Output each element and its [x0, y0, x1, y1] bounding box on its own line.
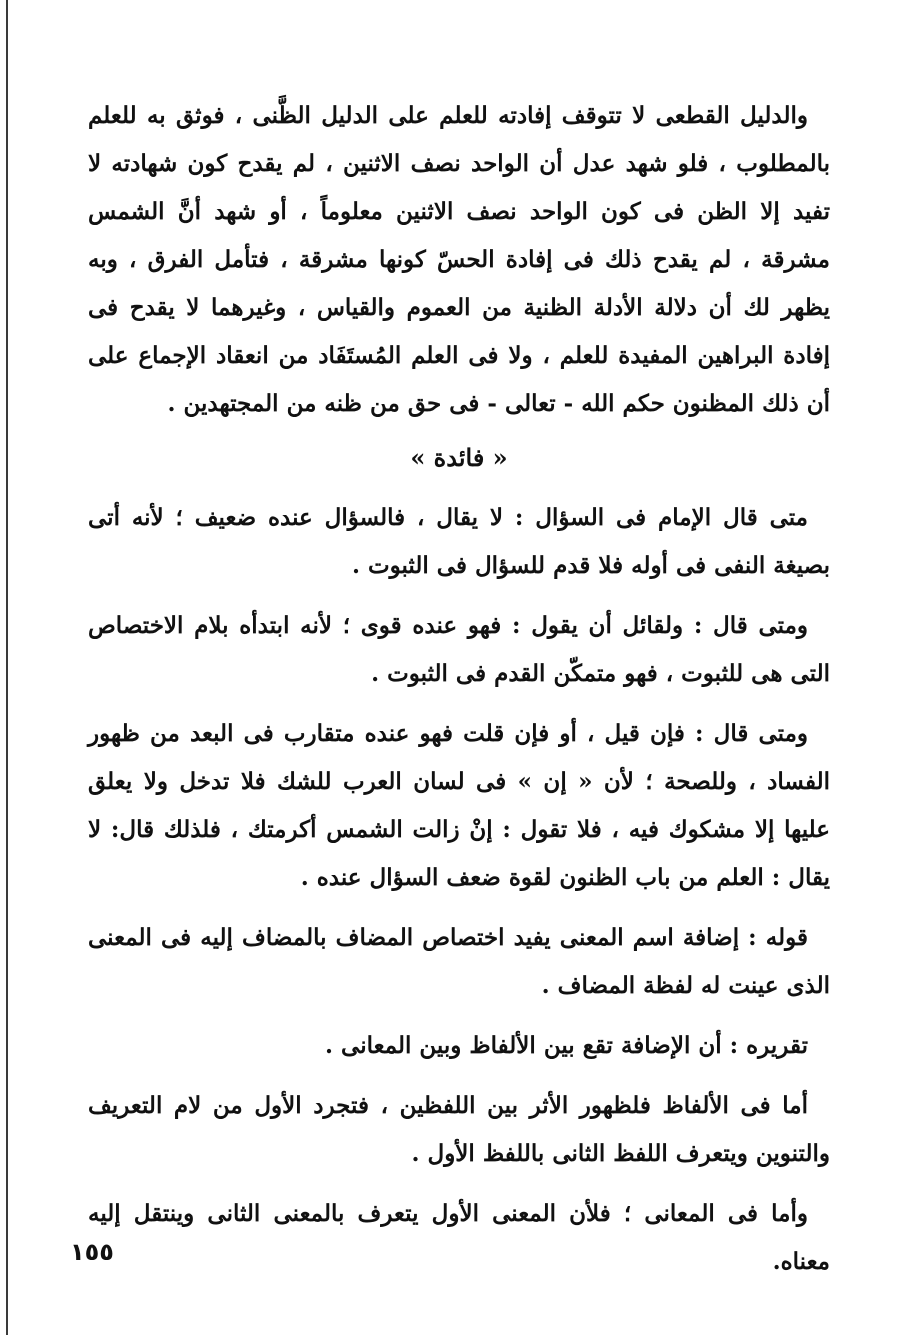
paragraph-taqriruhu: تقريره : أن الإضافة تقع بين الألفاظ وبين المعانى .: [325, 1032, 808, 1059]
page-number: ١٥٥: [70, 1238, 114, 1266]
page-edge-line: [6, 0, 8, 1335]
paragraph-fil-alfaz: أما فى الألفاظ فلظهور الأثر بين اللفظين ، فتجرد الأول من لام التعريف والتنوين ويتعرف اللفظ الثانى باللفظ الأول .: [88, 1092, 830, 1167]
paragraph-fa-in-qila: ومتى قال : فإن قيل ، أو فإن قلت فهو عنده متقارب فى البعد من ظهور الفساد ، وللصحة ؛ لأن « إن » فى لسان العرب للشك فلا تدخل ولا يعلق عليها إلا مشكوك فيه ، فلا تقول : إنْ زالت الشمس أكرمتك ، فلذلك قال: لا يقال : العلم من باب الظنون لقوة ضعف السؤال عنده .: [88, 720, 830, 891]
paragraph-wa-liqail: ومتى قال : ولقائل أن يقول : فهو عنده قوى ؛ لأنه ابتدأه بلام الاختصاص التى هى للثبوت ، فهو متمكّن القدم فى الثبوت .: [88, 612, 830, 687]
paragraph-fil-maani: وأما فى المعانى ؛ فلأن المعنى الأول يتعرف بالمعنى الثانى وينتقل إليه معناه.: [88, 1200, 830, 1275]
paragraph-qawluhu: قوله : إضافة اسم المعنى يفيد اختصاص المضاف بالمضاف إليه فى المعنى الذى عينت له لفظة المضاف .: [88, 924, 830, 999]
section-heading-faida: « فائدة »: [410, 443, 508, 472]
paragraph-dalil-qatei: والدليل القطعى لا تتوقف إفادته للعلم على الدليل الظَّنى ، فوثق به للعلم بالمطلوب ، فلو شهد عدل أن الواحد نصف الاثنين ، لم يقدح كون شهادته لا تفيد إلا الظن فى كون الواحد نصف الاثنين معلوماً ، أو شهد أنَّ الشمس مشرقة ، لم يقدح ذلك فى إفادة الحسّ كونها مشرقة ، فتأمل الفرق ، وبه يظهر لك أن دلالة الأدلة الظنية من العموم والقياس ، وغيرهما لا يقدح فى إفادة البراهين المفيدة للعلم ، ولا فى العلم المُستَفَاد من انعقاد الإجماع على أن ذلك المظنون حكم الله - تعالى - فى حق من ظنه من المجتهدين .: [88, 102, 830, 417]
paragraph-la-yuqal: متى قال الإمام فى السؤال : لا يقال ، فالسؤال عنده ضعيف ؛ لأنه أتى بصيغة النفى فى أوله فلا قدم للسؤال فى الثبوت .: [88, 504, 830, 579]
